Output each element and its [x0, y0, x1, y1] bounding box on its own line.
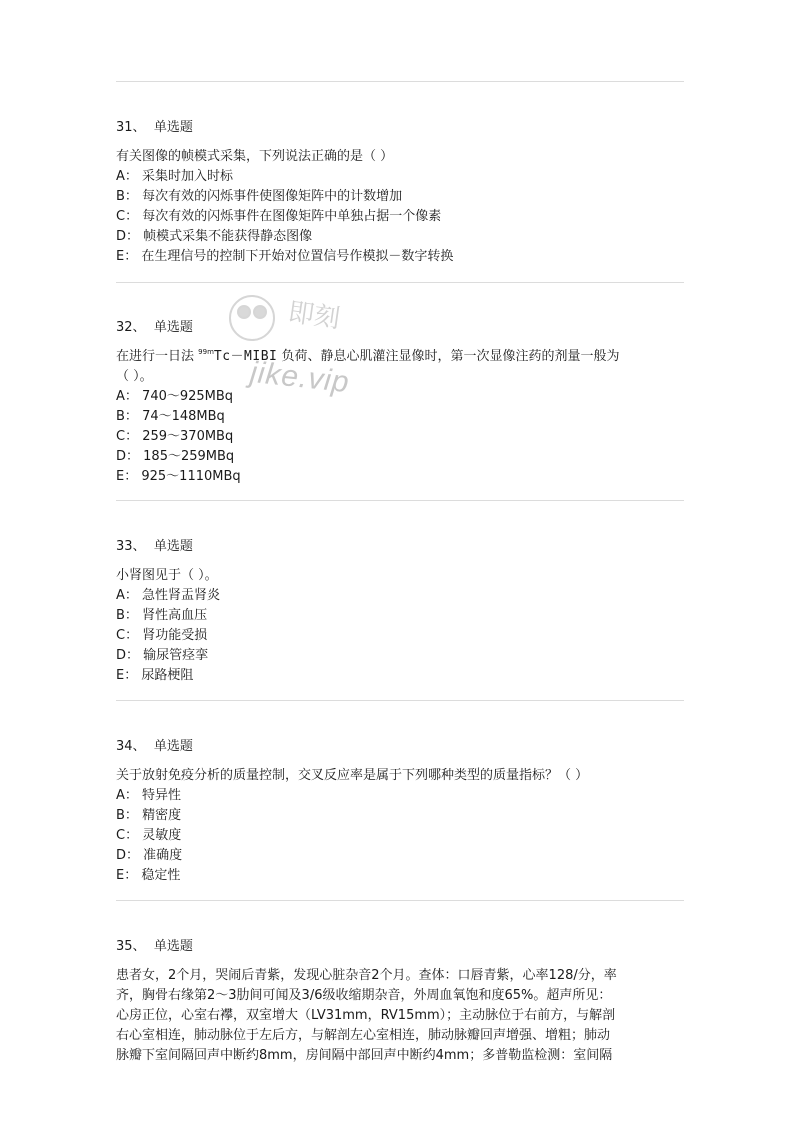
case-line: 心房正位，心室右襻，双室增大（LV31mm，RV15mm）；主动脉位于右前方，与解剖 [116, 1008, 616, 1023]
option-a[interactable] [116, 786, 686, 806]
question-type: 单选题 [153, 939, 193, 954]
option-e[interactable] [116, 866, 686, 886]
option-d[interactable] [116, 646, 686, 666]
option-key: B： [116, 608, 138, 623]
option-e[interactable] [116, 467, 686, 487]
option-text: 帧模式采集不能获得静态图像 [143, 229, 313, 244]
option-key: D： [116, 229, 140, 244]
option-key: E： [116, 668, 138, 683]
option-text: 灵敏度 [142, 828, 182, 843]
option-key: D： [116, 848, 140, 863]
option-text: 259～370MBq [142, 429, 234, 444]
option-c[interactable] [116, 626, 686, 646]
option-b[interactable] [116, 407, 686, 427]
option-text: 185～259MBq [143, 449, 235, 464]
divider [116, 900, 684, 901]
option-key: A： [116, 169, 138, 184]
question-sep: 、 [132, 739, 146, 754]
option-key: B： [116, 808, 138, 823]
option-d[interactable] [116, 447, 686, 467]
question-type: 单选题 [153, 120, 193, 135]
option-text: 925～1110MBq [141, 469, 241, 484]
option-c[interactable] [116, 207, 686, 227]
option-key: C： [116, 429, 139, 444]
option-key: A： [116, 389, 138, 404]
question-number: 34 [116, 739, 133, 754]
option-text: 肾功能受损 [142, 628, 208, 643]
option-text: 准确度 [143, 848, 183, 863]
option-b[interactable] [116, 606, 686, 626]
question-35 [116, 937, 686, 1066]
question-header [116, 318, 686, 338]
option-text: 每次有效的闪烁事件使图像矩阵中的计数增加 [142, 189, 403, 204]
option-text: 采集时加入时标 [142, 169, 234, 184]
option-a[interactable] [116, 387, 686, 407]
question-sep: 、 [132, 939, 146, 954]
question-sep: 、 [132, 320, 146, 335]
case-line: 齐，胸骨右缘第2～3肋间可闻及3/6级收缩期杂音，外周血氧饱和度65%。超声所见： [116, 988, 612, 1003]
question-header [116, 937, 686, 957]
option-text: 特异性 [142, 788, 182, 803]
option-text: 每次有效的闪烁事件在图像矩阵中单独占据一个像素 [142, 209, 442, 224]
question-32 [116, 318, 686, 487]
option-text: 急性肾盂肾炎 [142, 588, 221, 603]
option-key: E： [116, 249, 138, 264]
question-sep: 、 [132, 539, 146, 554]
divider [116, 500, 684, 501]
question-header [116, 537, 686, 557]
question-31 [116, 118, 686, 267]
option-text: 74～148MBq [142, 409, 225, 424]
question-stem: 有关图像的帧模式采集，下列说法正确的是（ ） [116, 149, 394, 164]
divider [116, 282, 684, 283]
divider [116, 81, 684, 82]
question-number: 31 [116, 120, 133, 135]
option-text: 稳定性 [141, 868, 181, 883]
option-b[interactable] [116, 806, 686, 826]
option-key: B： [116, 189, 138, 204]
question-stem: 关于放射免疫分析的质量控制，交叉反应率是属于下列哪种类型的质量指标？（ ） [116, 768, 589, 783]
option-key: D： [116, 449, 140, 464]
watermark-text: jike.vip [248, 355, 352, 400]
stem-part: 负荷、静息心肌灌注显像时，第一次显像注药的剂量一般为 [281, 349, 620, 364]
question-stem [116, 347, 686, 367]
option-c[interactable] [116, 826, 686, 846]
isotope-name: Tc－MIBI [213, 349, 278, 364]
question-number: 33 [116, 539, 133, 554]
question-sep: 、 [132, 120, 146, 135]
question-stem: 小肾图见于（ ）。 [116, 568, 218, 583]
option-e[interactable] [116, 247, 686, 267]
option-key: E： [116, 868, 138, 883]
option-key: A： [116, 788, 138, 803]
option-key: B： [116, 409, 138, 424]
question-number: 32 [116, 320, 133, 335]
stem-part: 在进行一日法 [116, 349, 195, 364]
option-key: C： [116, 209, 139, 224]
question-header [116, 737, 686, 757]
case-line: 患者女，2个月，哭闹后青紫，发现心脏杂音2个月。查体：口唇青紫，心率128/分，率 [116, 968, 617, 983]
option-text: 740～925MBq [142, 389, 234, 404]
option-d[interactable] [116, 846, 686, 866]
option-a[interactable] [116, 167, 686, 187]
isotope-mass-number: 99m [198, 348, 214, 356]
option-key: C： [116, 828, 139, 843]
option-key: C： [116, 628, 139, 643]
option-text: 尿路梗阻 [141, 668, 194, 683]
question-type: 单选题 [153, 320, 193, 335]
option-key: D： [116, 648, 140, 663]
question-type: 单选题 [153, 539, 193, 554]
divider [116, 700, 684, 701]
case-line: 右心室相连，肺动脉位于左后方，与解剖左心室相连，肺动脉瓣回声增强、增粗；肺动 [116, 1028, 611, 1043]
question-type: 单选题 [153, 739, 193, 754]
option-b[interactable] [116, 187, 686, 207]
option-key: E： [116, 469, 138, 484]
option-text: 输尿管痉挛 [143, 648, 209, 663]
option-c[interactable] [116, 427, 686, 447]
question-stem-line2: （ ）。 [116, 369, 153, 384]
question-header [116, 118, 686, 138]
option-text: 精密度 [142, 808, 182, 823]
question-34 [116, 737, 686, 886]
watermark-cn: 即刻 [286, 297, 342, 335]
option-d[interactable] [116, 227, 686, 247]
option-a[interactable] [116, 586, 686, 606]
option-text: 肾性高血压 [142, 608, 208, 623]
case-line: 脉瓣下室间隔回声中断约8mm，房间隔中部回声中断约4mm；多普勒监检测：室间隔 [116, 1048, 613, 1063]
question-33 [116, 537, 686, 686]
option-text: 在生理信号的控制下开始对位置信号作模拟－数字转换 [141, 249, 454, 264]
question-number: 35 [116, 939, 133, 954]
option-e[interactable] [116, 666, 686, 686]
option-key: A： [116, 588, 138, 603]
